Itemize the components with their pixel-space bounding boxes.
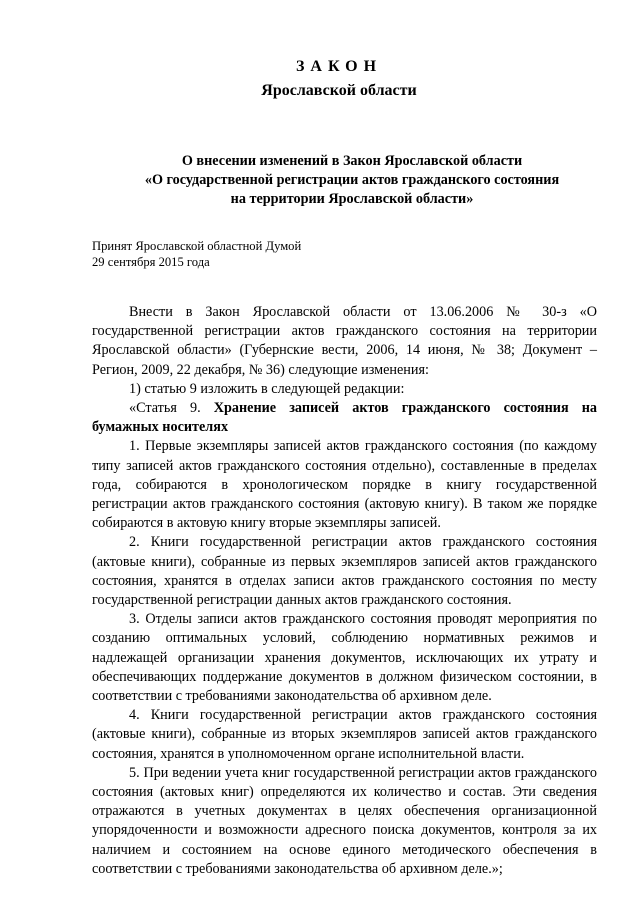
article-paragraph-4: 4. Книги государственной регистрации актов гражданского состояния (актовые книги), собранные из вторых экземпляров записей актов гражданского состояния, хранятся в уполномоченном органе исполнительной власти. [92, 707, 597, 762]
article-title: Хранение записей актов гражданского состояния на бумажных носителях [92, 400, 597, 436]
subject-line-2: «О государственной регистрации актов гражданского состояния [144, 172, 560, 188]
law-heading: ЗАКОН [295, 58, 383, 75]
adopted-by: Принят Ярославской областной Думой [92, 239, 302, 253]
law-subject [92, 152, 612, 209]
article-paragraph-1: 1. Первые экземпляры записей актов гражданского состояния (по каждому типу записей актов гражданского состояния отдельно), составленные в пределах года, собираются в хронологическом порядке в книгу государственной регистрации актов гражданского состояния (актовую книгу). В таком же порядке собираются в актовую книгу вторые экземпляры записей. [92, 438, 597, 532]
article-paragraph-2: 2. Книги государственной регистрации актов гражданского состояния (актовые книги), собранные из первых экземпляров записей актов гражданского состояния, хранятся в отделах записи актов гражданского состояния по месту государственной регистрации данных актов гражданского состояния. [92, 534, 597, 609]
article-prefix: «Статья 9. [129, 400, 201, 417]
article-paragraph-5: 5. При ведении учета книг государственной регистрации актов гражданского состояния (актовых книг) определяются их количество и состав. Эти сведения отражаются в учетных документах в целях обеспечения организационной упорядоченности и возможности адресного поиска документов, контроля за их наличием и состоянием на основе единого методического обеспечения в соответствии с требованиями законодательства об архивном деле.»; [92, 764, 597, 877]
item-1: 1) статью 9 изложить в следующей редакции: [129, 380, 405, 397]
intro-paragraph: Внести в Закон Ярославской области от 13.06.2006 № 30-з «О государственной регистрации актов гражданского состояния на территории Ярославской области» (Губернские вести, 2006, 14 июня, № 38; Документ – Регион, 2009, 22 декабря, № 36) следующие изменения: [92, 304, 597, 378]
adopted-date: 29 сентября 2015 года [92, 255, 210, 269]
law-body [92, 303, 597, 879]
region-heading: Ярославской области [261, 82, 417, 99]
subject-line-3: на территории Ярославской области» [230, 191, 474, 207]
article-paragraph-3: 3. Отделы записи актов гражданского состояния проводят мероприятия по созданию оптимальных условий, соблюдению нормативных режимов и надлежащей организации хранения документов, исключающих их утрату и обеспечивающих поддержание документов в должном физическом состоянии, в соответствии с требованиями законодательства об архивном деле. [92, 611, 597, 705]
article-heading [92, 399, 597, 437]
adoption-info [92, 238, 301, 270]
subject-line-1: О внесении изменений в Закон Ярославской области [181, 153, 523, 169]
